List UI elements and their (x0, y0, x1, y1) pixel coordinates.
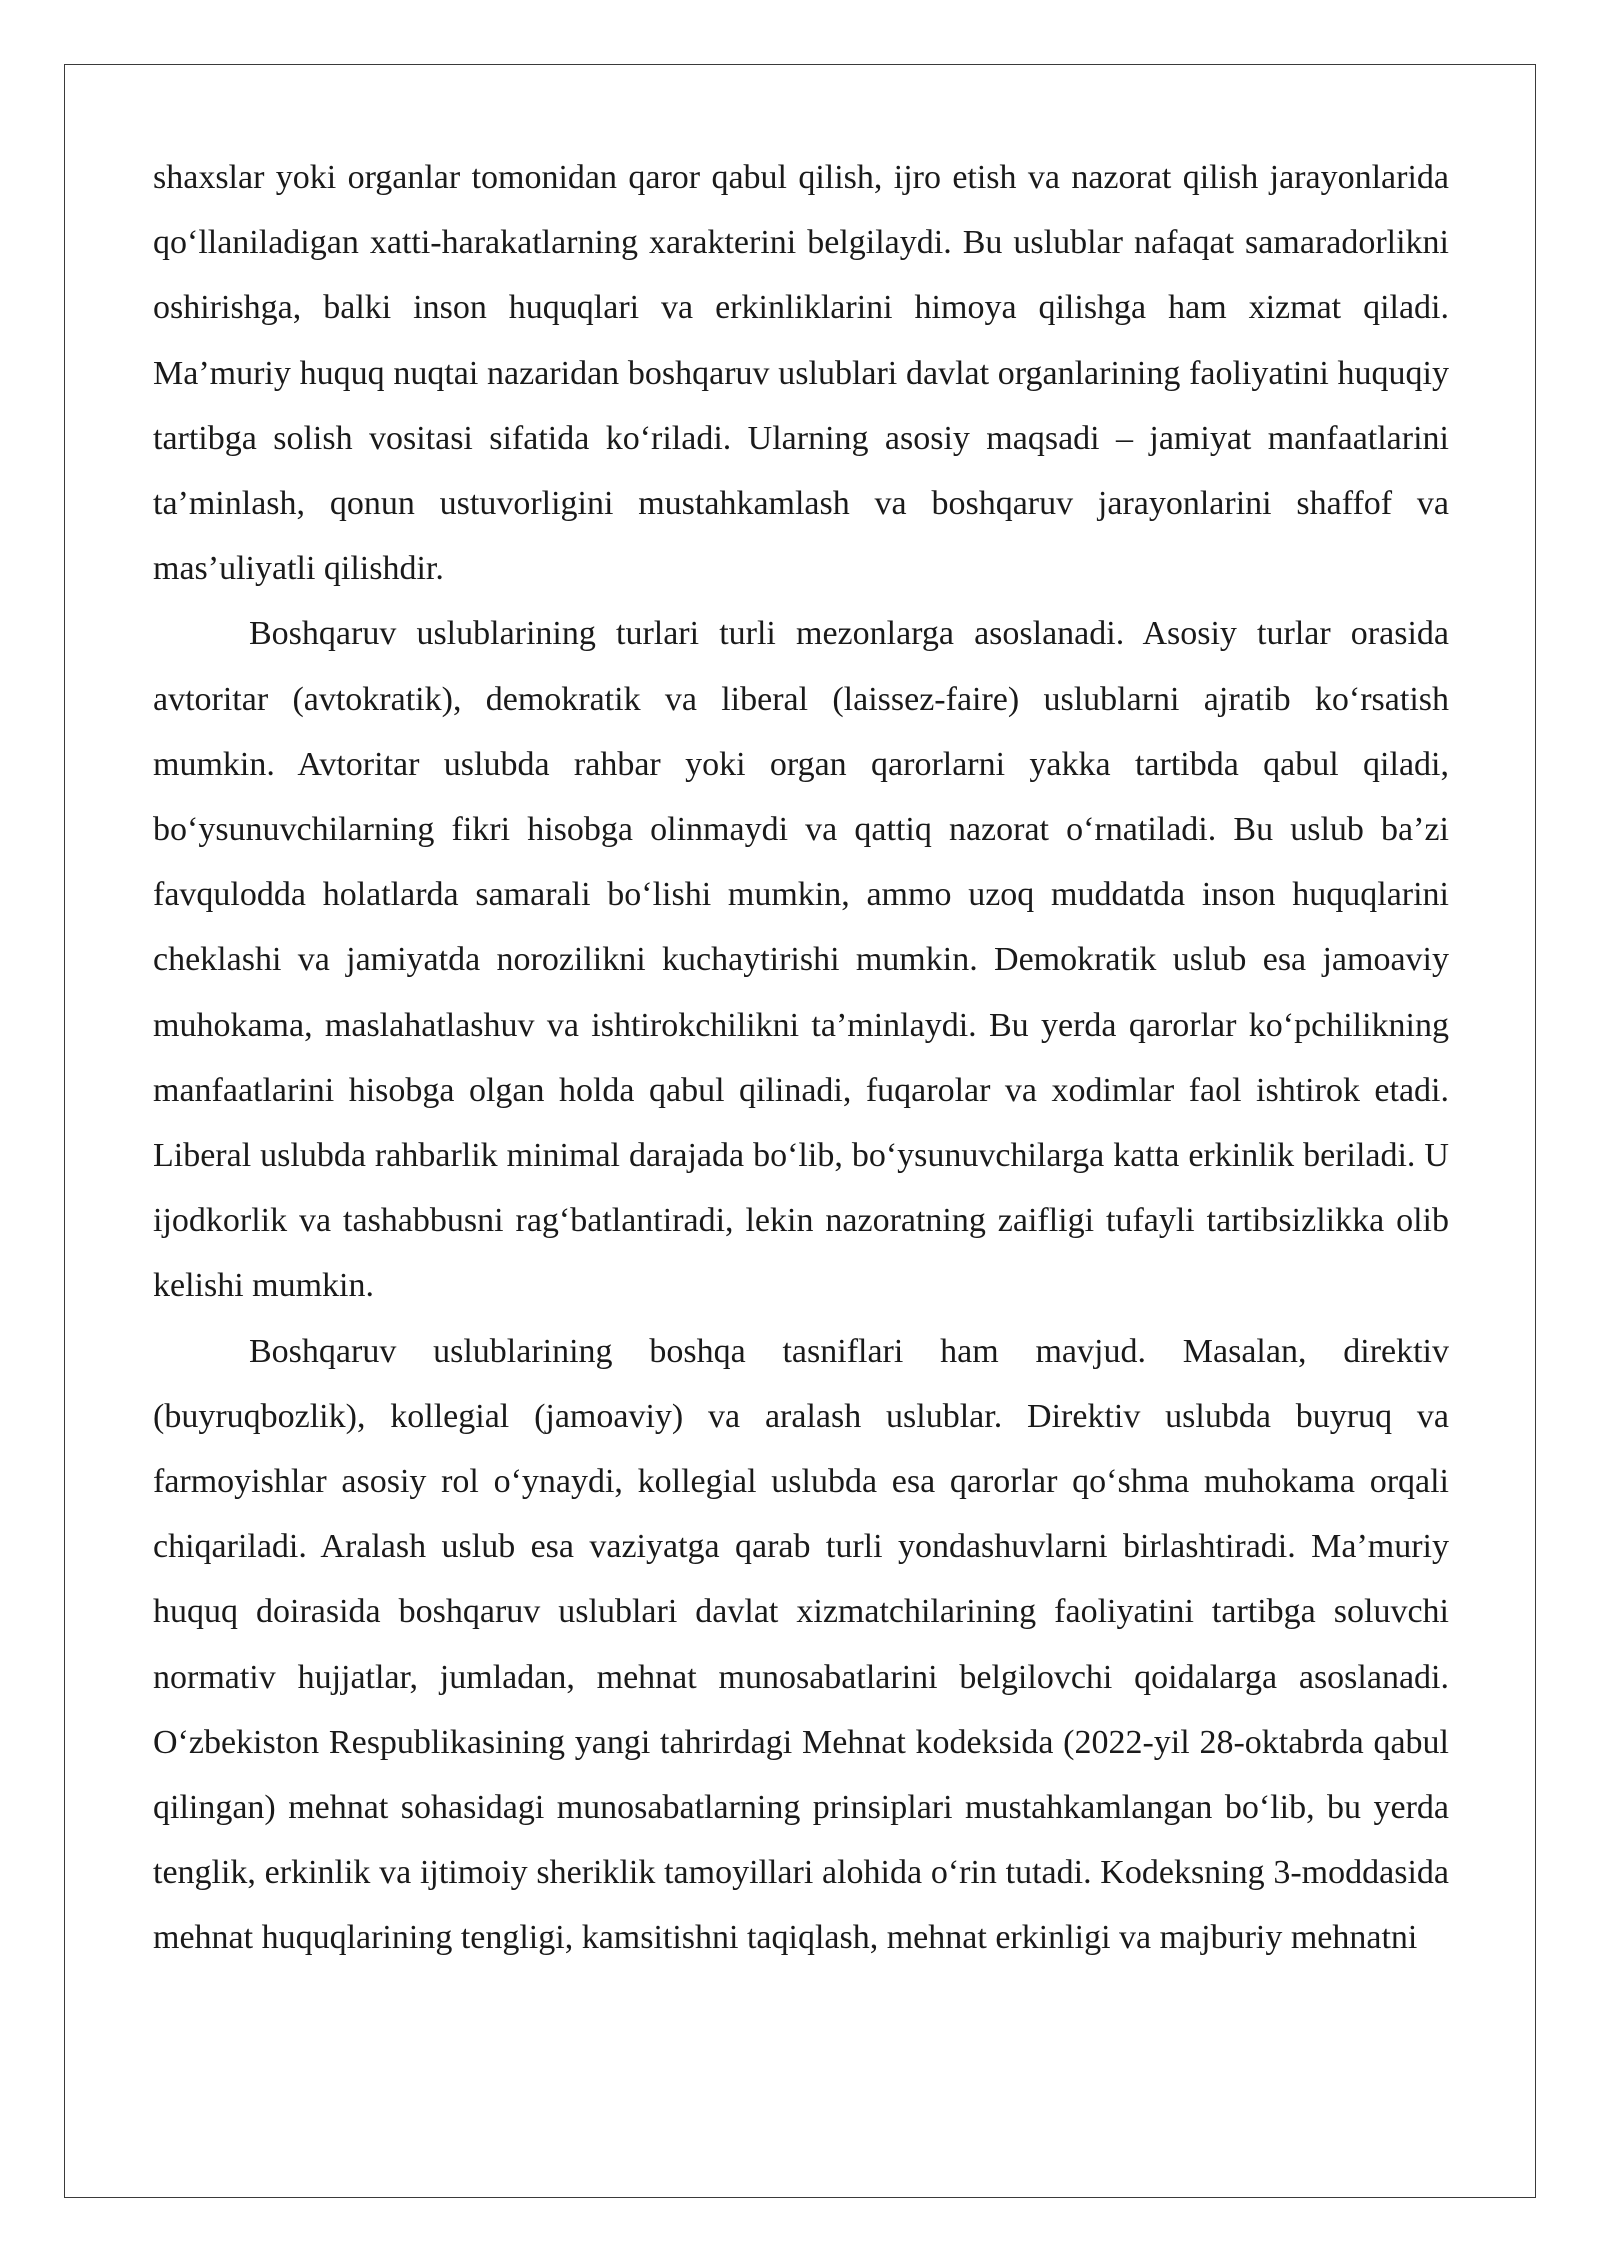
paragraph-2: Boshqaruv uslublarining turlari turli mezonlarga asoslanadi. Asosiy turlar orasida avtoritar (avtokratik), demokratik va liberal (laissez-faire) uslublarni ajratib ko‘rsatish mumkin. Avtoritar uslubda rahbar yoki organ qarorlarni yakka tartibda qabul qiladi, bo‘ysunuvchilarning fikri hisobga olinmaydi va qattiq nazorat o‘rnatiladi. Bu uslub ba’zi favqulodda holatlarda samarali bo‘lishi mumkin, ammo uzoq muddatda inson huquqlarini cheklashi va jamiyatda norozilikni kuchaytirishi mumkin. Demokratik uslub esa jamoaviy muhokama, maslahatlashuv va ishtirokchilikni ta’minlaydi. Bu yerda qarorlar ko‘pchilikning manfaatlarini hisobga olgan holda qabul qilinadi, fuqarolar va xodimlar faol ishtirok etadi. Liberal uslubda rahbarlik minimal darajada bo‘lib, bo‘ysunuvchilarga katta erkinlik beriladi. U ijodkorlik va tashabbusni rag‘batlantiradi, lekin nazoratning zaifligi tufayli tartibsizlikka olib kelishi mumkin. (153, 615, 1449, 1305)
document-body (153, 145, 1449, 1971)
paragraph-3: Boshqaruv uslublarining boshqa tasniflari ham mavjud. Masalan, direktiv (buyruqbozlik), kollegial (jamoaviy) va aralash uslublar. Direktiv uslubda buyruq va farmoyishlar asosiy rol o‘ynaydi, kollegial uslubda esa qarorlar qo‘shma muhokama orqali chiqariladi. Aralash uslub esa vaziyatga qarab turli yondashuvlarni birlashtiradi. Ma’muriy huquq doirasida boshqaruv uslublari davlat xizmatchilarining faoliyatini tartibga soluvchi normativ hujjatlar, jumladan, mehnat munosabatlarini belgilovchi qoidalarga asoslanadi. O‘zbekiston Respublikasining yangi tahrirdagi Mehnat kodeksida (2022-yil 28-oktabrda qabul qilingan) mehnat sohasidagi munosabatlarning prinsiplari mustahkamlangan bo‘lib, bu yerda tenglik, erkinlik va ijtimoiy sheriklik tamoyillari alohida o‘rin tutadi. Kodeksning 3-moddasida mehnat huquqlarining tengligi, kamsitishni taqiqlash, mehnat erkinligi va majburiy mehnatni (153, 1332, 1449, 1957)
paragraph-1: shaxslar yoki organlar tomonidan qaror qabul qilish, ijro etish va nazorat qilish jarayonlarida qo‘llaniladigan xatti-harakatlarning xarakterini belgilaydi. Bu uslublar nafaqat samaradorlikni oshirishga, balki inson huquqlari va erkinliklarini himoya qilishga ham xizmat qiladi. Ma’muriy huquq nuqtai nazaridan boshqaruv uslublari davlat organlarining faoliyatini huquqiy tartibga solish vositasi sifatida ko‘riladi. Ularning asosiy maqsadi – jamiyat manfaatlarini ta’minlash, qonun ustuvorligini mustahkamlash va boshqaruv jarayonlarini shaffof va mas’uliyatli qilishdir. (153, 159, 1449, 588)
